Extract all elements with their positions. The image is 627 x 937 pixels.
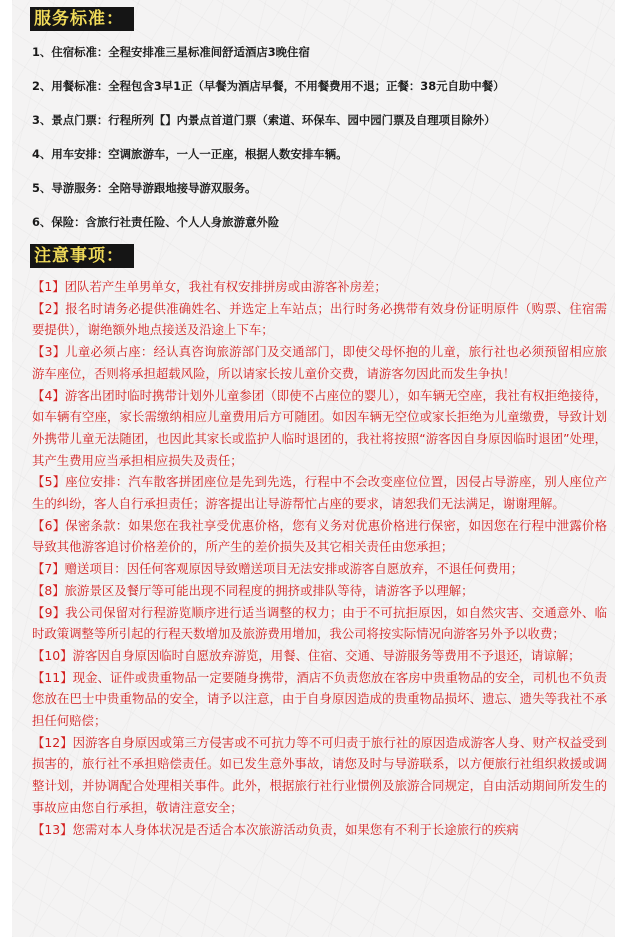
note-item: 【5】座位安排：汽车散客拼团座位是先到先选，行程中不会改变座位位置，因侵占导游座，别人座位产生的纠纷，客人自行承担责任；游客提出让导游帮忙占座的要求，请恕我们无法满足，谢谢理解。 (32, 474, 607, 512)
itinerary-page (12, 0, 615, 937)
standard-meals: 2、用餐标准：全程包含3早1正（早餐为酒店早餐，不用餐费用不退；正餐：38元自助中餐） (32, 79, 505, 93)
note-item: 【12】因游客自身原因或第三方侵害或不可抗力等不可归责于旅行社的原因造成游客人身、财产权益受到损害的，旅行社不承担赔偿责任。如已发生意外事故，请您及时与导游联系，以方便旅行社组织救援或调整计划，并协调配合处理相关事件。此外，根据旅行社行业惯例及旅游合同规定，自由活动期间所发生的事故应由您自行承担，敬请注意安全； (32, 734, 607, 815)
standard-guide: 5、导游服务：全陪导游跟地接导游双服务。 (32, 181, 257, 195)
note-item: 【11】现金、证件或贵重物品一定要随身携带，酒店不负责您放在客房中贵重物品的安全，司机也不负责您放在巴士中贵重物品的安全，请予以注意，由于自身原因造成的贵重物品损坏、遗忘、遗失等我社不承担任何赔偿； (32, 669, 607, 729)
standard-accommodation: 1、住宿标准：全程安排准三星标准间舒适酒店3晚住宿 (32, 45, 310, 59)
note-item: 【7】赠送项目：因任何客观原因导致赠送项目无法安排或游客自愿放弃，不退任何费用； (32, 561, 524, 577)
note-item: 【1】团队若产生单男单女，我社有权安排拼房或由游客补房差； (32, 279, 387, 294)
note-item: 【10】游客因自身原因临时自愿放弃游览，用餐、住宿、交通、导游服务等费用不予退还，请谅解； (32, 647, 581, 663)
standard-tickets: 3、景点门票：行程所列【】内景点首道门票（索道、环保车、园中园门票及自理项目除外） (32, 113, 496, 127)
service-standard-list (32, 44, 612, 248)
note-item: 【4】游客出团时临时携带计划外儿童参团（即使不占座位的婴儿），如车辆无空座，我社有权拒绝接待，如车辆有空座，家长需缴纳相应儿童费用后方可随团。如因车辆无空位或家长拒绝为儿童缴费，导致计划外携带儿童无法随团，也因此其家长或监护人临时退团的，我社将按照“游客因自身原因临时退团”处理，其产生费用应当承担相应损失及责任； (32, 387, 607, 468)
note-item: 【2】报名时请务必提供准确姓名、并选定上车站点；出行时务必携带有效身份证明原件（购票、住宿需要提供），谢绝额外地点接送及沿途上下车； (32, 300, 607, 338)
notes-heading: 注意事项： (30, 244, 134, 268)
note-item: 【9】我公司保留对行程游览顺序进行适当调整的权力；由于不可抗拒原因，如自然灾害、交通意外、临时政策调整等所引起的行程天数增加及旅游费用增加，我公司将按实际情况向游客另外予以收费； (32, 604, 607, 642)
notes-list (32, 276, 607, 840)
note-item: 【13】您需对本人身体状况是否适合本次旅游活动负责，如果您有不利于长途旅行的疾病 (32, 821, 519, 837)
standard-transport: 4、用车安排：空调旅游车，一人一正座，根据人数安排车辆。 (32, 147, 348, 161)
service-standard-heading: 服务标准： (30, 7, 134, 31)
note-item: 【8】旅游景区及餐厅等可能出现不同程度的拥挤或排队等待，请游客予以理解； (32, 582, 474, 598)
standard-insurance: 6、保险：含旅行社责任险、个人人身旅游意外险 (32, 215, 280, 229)
note-item: 【3】儿童必须占座：经认真咨询旅游部门及交通部门，即使父母怀抱的儿童，旅行社也必须预留相应旅游车座位，否则将承担超载风险，所以请家长按儿童价交费，请游客勿因此而发生争执！ (32, 344, 607, 381)
note-item: 【6】保密条款：如果您在我社享受优惠价格，您有义务对优惠价格进行保密，如因您在行程中泄露价格导致其他游客追讨价格差价的，所产生的差价损失及其它相关责任由您承担； (32, 517, 607, 555)
